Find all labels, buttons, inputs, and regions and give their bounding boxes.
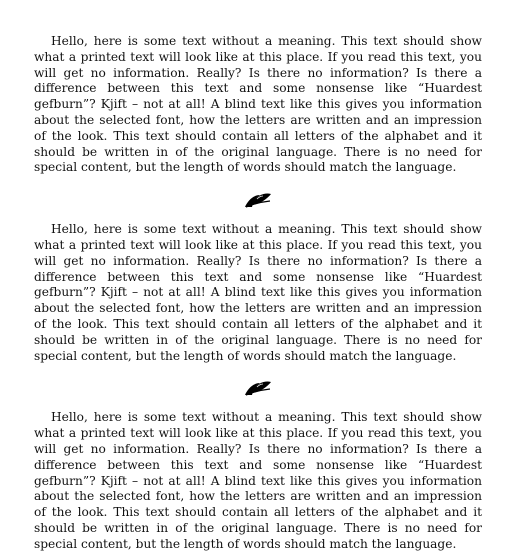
floral-leaf-ornament-icon bbox=[243, 189, 273, 209]
body-paragraph-1: Hello, here is some text without a meaning. This text should show what a printed text will look like at this place. If you read this text, you will get no information. Really? Is there no information? Is there a difference between this text and some nonsense like “Huardest gefburn”? Kjift – not at all! A blind text like this gives you information about the selected font, how the letters are written and an impression of the look. This text should contain all letters of the alphabet and it should be written in of the original language. There is no need for special content, but the length of words should match the language. bbox=[34, 34, 482, 175]
body-paragraph-3: Hello, here is some text without a meaning. This text should show what a printed text will look like at this place. If you read this text, you will get no information. Really? Is there no information? Is there a difference between this text and some nonsense like “Huardest gefburn”? Kjift – not at all! A blind text like this gives you information about the selected font, how the letters are written and an impression of the look. This text should contain all letters of the alphabet and it should be written in of the original language. There is no need for special content, but the length of words should match the language. bbox=[34, 410, 482, 551]
section-separator-2 bbox=[34, 375, 482, 399]
document-page bbox=[34, 34, 482, 553]
body-paragraph-2: Hello, here is some text without a meaning. This text should show what a printed text will look like at this place. If you read this text, you will get no information. Really? Is there no information? Is there a difference between this text and some nonsense like “Huardest gefburn”? Kjift – not at all! A blind text like this gives you information about the selected font, how the letters are written and an impression of the look. This text should contain all letters of the alphabet and it should be written in of the original language. There is no need for special content, but the length of words should match the language. bbox=[34, 222, 482, 363]
floral-leaf-ornament-icon bbox=[243, 377, 273, 397]
section-separator-1 bbox=[34, 187, 482, 211]
